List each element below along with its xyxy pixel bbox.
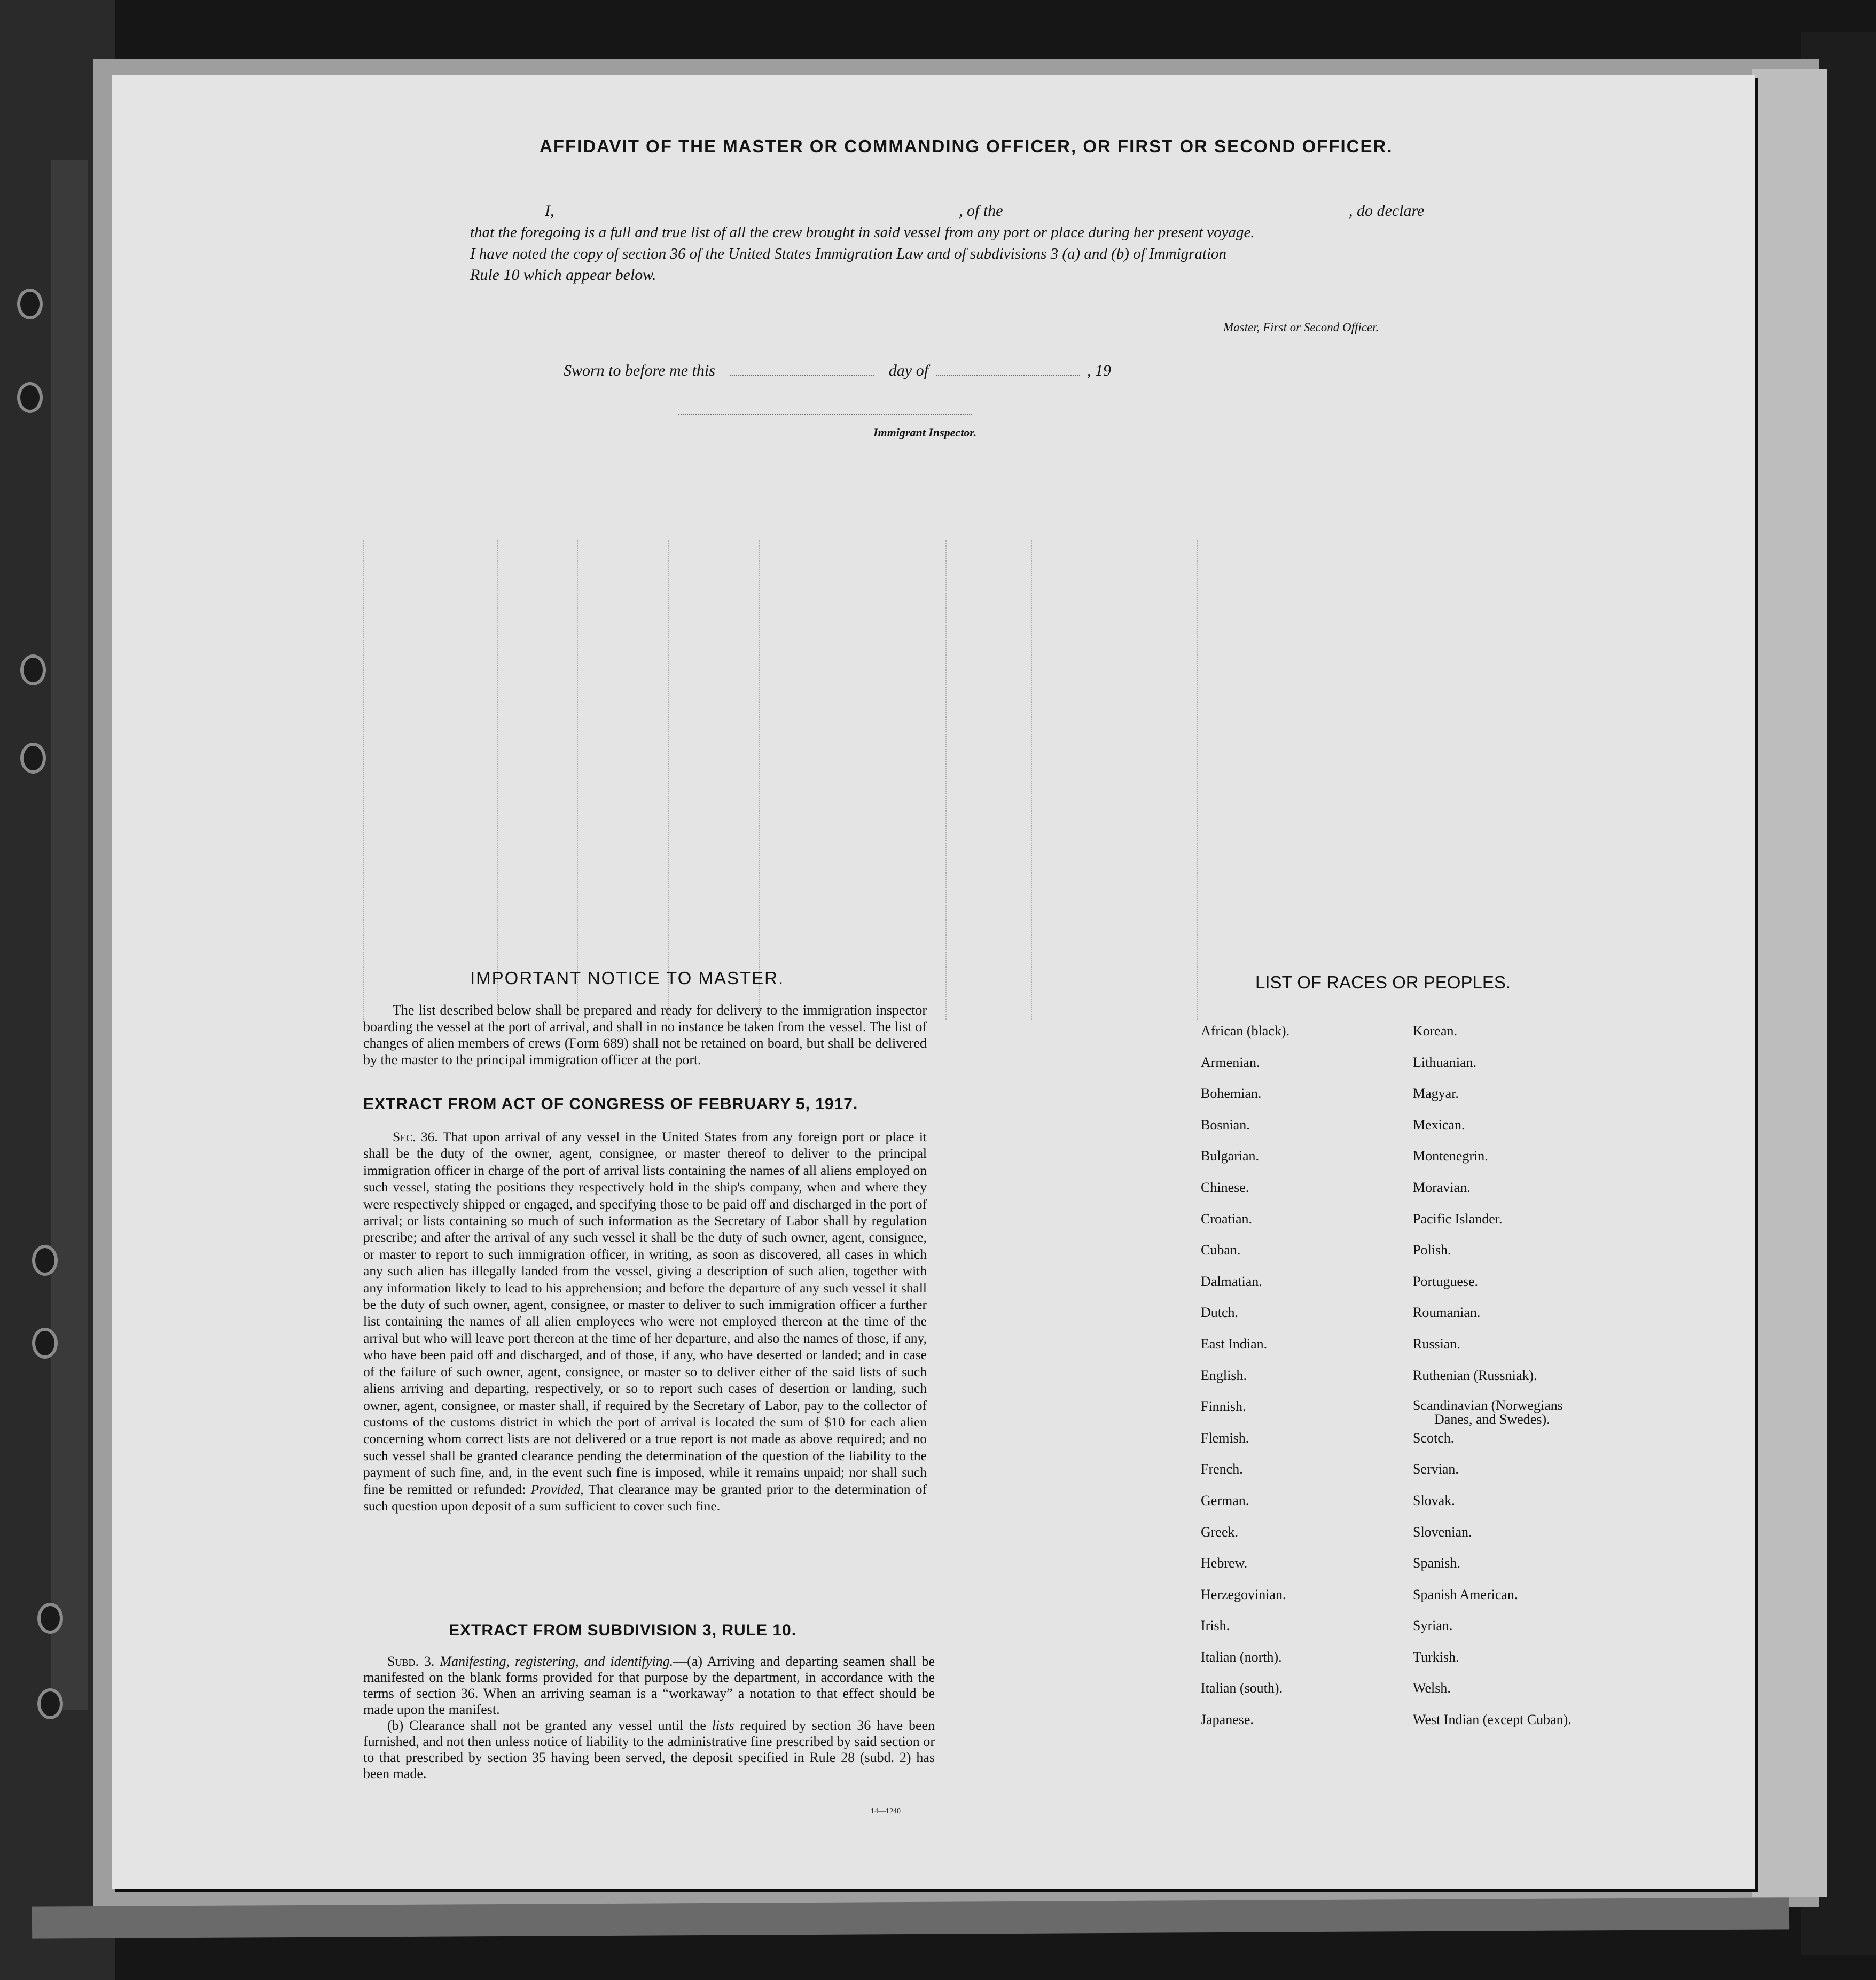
race-item: Korean. [1413,1023,1458,1039]
section-label: Sec. 36. [393,1129,438,1144]
race-item: Welsh. [1413,1680,1451,1696]
race-item: Bohemian. [1201,1086,1262,1102]
binder-ring-icon [17,289,43,319]
declaration-line-2: that the foregoing is a full and true list of all the crew brought in said vessel from any port or place during her present voyage. [470,224,1255,241]
race-item: West Indian (except Cuban). [1413,1712,1572,1728]
binder-ring-icon [32,1245,58,1276]
race-item: Russian. [1413,1336,1460,1352]
race-item: French. [1201,1461,1243,1477]
race-item: Chinese. [1201,1179,1249,1195]
declaration-of-the: , of the [959,202,1003,220]
race-item-line: Danes, and Swedes). [1434,1412,1550,1428]
notice-title: IMPORTANT NOTICE TO MASTER. [470,968,785,988]
race-item: Armenian. [1201,1054,1260,1070]
affidavit-title: AFFIDAVIT OF THE MASTER OR COMMANDING OFFICER, OR FIRST OR SECOND OFFICER. [540,136,1393,156]
race-item: Spanish. [1413,1555,1460,1571]
declaration-do-declare: , do declare [1349,202,1425,220]
race-item: Dutch. [1201,1305,1239,1321]
race-item: Moravian. [1413,1179,1471,1195]
race-item: Finnish. [1201,1399,1246,1415]
declaration-line-4: Rule 10 which appear below. [470,266,656,284]
bleed-through-columns [363,540,1202,1020]
form-number: 14—1240 [871,1807,901,1815]
race-item-line: Scandinavian (Norwegians [1413,1398,1563,1414]
race-item: Ruthenian (Russniak). [1413,1367,1537,1383]
section-36-body [363,1128,927,1514]
race-item: Polish. [1413,1242,1451,1258]
declaration-fill-row [470,200,1442,222]
race-item: English. [1201,1367,1247,1383]
race-item: Flemish. [1201,1430,1249,1446]
notice-body: The list described below shall be prepared and ready for delivery to the immigration inspector boarding the vessel at the port of arrival, and shall in no instance be taken from the vessel. The list of changes of alien members of crews (Form 689) shall not be retained on board, but shall be delivered by the master to the principal immigration officer at the port. [363,1002,927,1067]
declaration-i: I, [545,202,554,220]
subdivision-label: Subd. 3. [387,1654,435,1669]
binder-ring-icon [17,382,43,413]
race-item: Lithuanian. [1413,1054,1477,1070]
race-item: Slovak. [1413,1492,1455,1508]
sworn-year: , 19 [1087,362,1112,379]
sworn-prefix: Sworn to before me this [564,362,715,379]
race-item: Turkish. [1413,1649,1459,1665]
race-item: Scotch. [1413,1430,1455,1446]
binder-strip [51,160,88,1710]
race-item: German. [1201,1492,1249,1508]
sworn-day-of: day of [888,362,929,379]
race-item: Pacific Islander. [1413,1211,1503,1227]
race-item: Dalmatian. [1201,1273,1262,1289]
binder-ring-icon [37,1688,63,1719]
race-item: Irish. [1201,1618,1230,1634]
races-right-column [1413,1023,1572,1743]
race-item: Greek. [1201,1524,1239,1540]
race-item: Roumanian. [1413,1305,1481,1321]
race-item: Cuban. [1201,1242,1241,1258]
races-left-column [1201,1023,1289,1743]
race-item: Mexican. [1413,1117,1465,1133]
inspector-signature-line [678,414,972,415]
race-item: Croatian. [1201,1211,1253,1227]
subdivision-para-b-prefix: (b) Clearance shall not be granted any vessel until the [387,1718,706,1733]
race-item: Bosnian. [1201,1117,1250,1133]
race-item: Italian (south). [1201,1680,1283,1696]
section-36-text: That upon arrival of any vessel in the United States from any foreign port or place it shall be the duty of the owner, agent, consignee, or master thereof to deliver to the principal immigration officer in charge of the port of arrival lists containing the names of all aliens employed on such vessel, stating the positions they respectively hold in the ship's company, when and where they were respectively shipped or engaged, and specifying those to be paid off and discharged in the port of arrival; or lists containing so much of such information as the Secretary of Labor shall by regulation prescribe; and after the arrival of any such vessel it shall be the duty of such owner, agent, consignee, or master to report to such immigration officer, in writing, as soon as discovered, all cases in which any such alien has illegally landed from the vessel, giving a description of such alien, together with any information likely to lead to his apprehension; and before the departure of any such vessel it shall be the duty of such owner, agent, consignee, or master to deliver to such immigration officer a further list containing the names of all alien employees who were not employed thereon at the time of the arrival but who will leave port thereon at the time of her departure, and also the names of those, if any, who have been paid off and discharged, and of those, if any, who have deserted or landed; and in case of the failure of such owner, agent, consignee, or master so to deliver either of the said lists of such aliens arriving and departing, respectively, or so to report such cases of desertion or landing, such owner, agent, consignee, or master shall, if required by the Secretary of Labor, pay to the collector of customs of the customs district in which the port of arrival is located the sum of $10 for each alien concerning whom correct lists are not delivered or a true report is not made as above required; and no such vessel shall be granted clearance pending the determination of the question of the liability to the payment of such fine, and, in the event such fine is imposed, while it remains unpaid; nor shall such fine be remitted or refunded: [363,1129,927,1497]
race-item: Montenegrin. [1413,1148,1488,1164]
declaration-line-3: I have noted the copy of section 36 of the United States Immigration Law and of subdivisions 3 (a) and (b) of Immigration [470,245,1227,262]
subdivision-para-b-rest: required by section 36 have been furnished, and not then unless notice of liability to the administrative fine prescribed by said section or to that prescribed by section 35 having been served, the deposit specified in Rule 28 (subd. 2) has been made. [363,1718,935,1781]
master-signature-label: Master, First or Second Officer. [1223,321,1379,334]
subdivision-3-body [363,1654,935,1782]
race-item: Spanish American. [1413,1586,1518,1602]
race-item: Italian (north). [1201,1649,1282,1665]
race-item: Syrian. [1413,1618,1453,1634]
sworn-line [564,361,1111,380]
extract-rule-title: EXTRACT FROM SUBDIVISION 3, RULE 10. [449,1622,797,1639]
races-list-title: LIST OF RACES OR PEOPLES. [1255,972,1511,992]
race-item: Magyar. [1413,1086,1459,1102]
extract-act-title: EXTRACT FROM ACT OF CONGRESS OF FEBRUARY 5, 1917. [363,1095,858,1113]
subdivision-para-b-lists: lists [712,1718,734,1733]
race-item: African (black). [1201,1023,1290,1039]
race-item: Herzegovinian. [1201,1586,1286,1602]
race-item: Slovenian. [1413,1524,1472,1540]
race-item: Portuguese. [1413,1273,1479,1289]
race-item-two-line [1413,1399,1572,1430]
inspector-label: Immigrant Inspector. [873,426,977,439]
race-item: East Indian. [1201,1336,1268,1352]
declaration-block [470,200,1442,286]
binder-ring-icon [37,1603,63,1634]
binder-ring-icon [32,1328,58,1359]
race-item: Servian. [1413,1461,1459,1477]
underlying-sheet-edge [1752,69,1827,1897]
section-36-provided: Provided, [530,1481,584,1497]
race-item: Japanese. [1201,1712,1254,1728]
race-item: Bulgarian. [1201,1148,1260,1164]
binder-ring-icon [20,654,46,685]
race-item: Hebrew. [1201,1555,1248,1571]
section-36-text-end: That clearance may be granted prior to the determination of such question upon deposit of a sum sufficient to cover such fine. [363,1481,927,1514]
subdivision-para-a: —(a) Arriving and departing seamen shall be manifested on the blank forms provided for that purpose by the department, in accordance with the terms of section 36. When an arriving seaman is a “workaway” a notation to that effect should be made upon the manifest. [363,1654,935,1717]
binder-ring-icon [20,743,46,774]
subdivision-heading: Manifesting, registering, and identifying. [440,1654,674,1669]
